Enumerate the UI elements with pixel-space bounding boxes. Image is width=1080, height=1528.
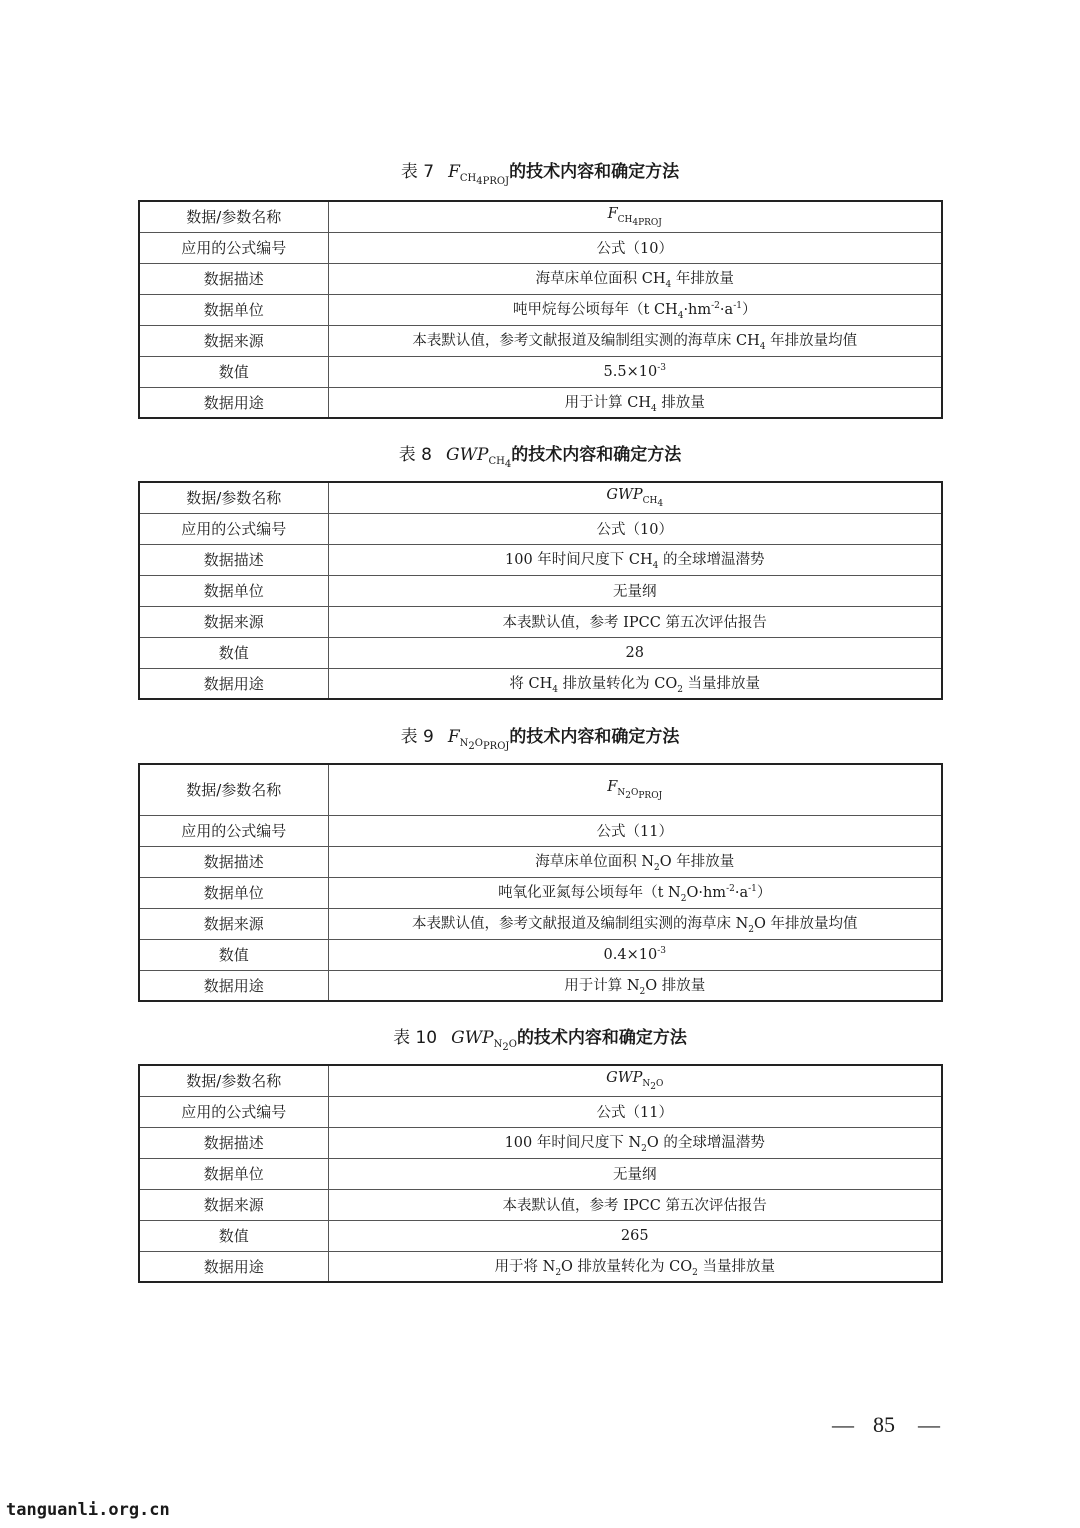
unit-label: 数据单位 xyxy=(139,877,328,908)
usage-label: 数据用途 xyxy=(139,668,328,699)
table-10-symbol: $GWP_{N_2O}$ xyxy=(451,1028,517,1054)
table-10-caption xyxy=(0,1023,1080,1053)
table-row xyxy=(139,908,942,939)
description-label: 数据描述 xyxy=(139,544,328,575)
table-row xyxy=(139,1127,942,1158)
param-name-value: $F_{CH_{4PROJ}}$ xyxy=(328,201,942,232)
table-7 xyxy=(138,200,943,419)
param-name-label: 数据/参数名称 xyxy=(139,764,328,815)
table-row xyxy=(139,1220,942,1251)
source-value: 本表默认值，参考 IPCC 第五次评估报告 xyxy=(328,1189,942,1220)
table-row xyxy=(139,513,942,544)
table-7-number: 表 7 xyxy=(400,162,435,182)
table-row xyxy=(139,764,942,815)
source-value: 本表默认值，参考文献报道及编制组实测的海草床 $N_2O$ 年排放量均值 xyxy=(328,908,942,939)
unit-value: 吨甲烷每公顷每年（t $CH_4\cdot hm^{-2}\cdot a^{-1}$） xyxy=(328,294,942,325)
table-row xyxy=(139,1189,942,1220)
source-label: 数据来源 xyxy=(139,325,328,356)
table-8-title: 的技术内容和确定方法 xyxy=(511,445,682,465)
table-row xyxy=(139,294,942,325)
table-9-title: 的技术内容和确定方法 xyxy=(509,727,680,747)
table-row xyxy=(139,939,942,970)
table-9 xyxy=(138,763,943,1002)
formula-value: 公式（11） xyxy=(328,815,942,846)
footer-dash-right: — xyxy=(918,1412,940,1437)
unit-label: 数据单位 xyxy=(139,1158,328,1189)
value-value: 28 xyxy=(328,637,942,668)
table-row xyxy=(139,668,942,699)
table-9-symbol: $F_{N_2O_{PROJ}}$ xyxy=(447,727,510,753)
formula-label: 应用的公式编号 xyxy=(139,1096,328,1127)
source-label: 数据来源 xyxy=(139,1189,328,1220)
param-name-label: 数据/参数名称 xyxy=(139,1065,328,1096)
watermark: tanguanli.org.cn xyxy=(6,1500,170,1520)
param-name-label: 数据/参数名称 xyxy=(139,482,328,513)
table-row xyxy=(139,846,942,877)
table-7-title: 的技术内容和确定方法 xyxy=(509,162,680,182)
source-value: 本表默认值，参考文献报道及编制组实测的海草床 $CH_4$ 年排放量均值 xyxy=(328,325,942,356)
unit-value: 无量纲 xyxy=(328,575,942,606)
table-8-caption xyxy=(0,440,1080,470)
usage-label: 数据用途 xyxy=(139,970,328,1001)
description-value: 100 年时间尺度下 $N_2O$ 的全球增温潜势 xyxy=(328,1127,942,1158)
source-label: 数据来源 xyxy=(139,908,328,939)
value-label: 数值 xyxy=(139,1220,328,1251)
description-value: 海草床单位面积 $CH_4$ 年排放量 xyxy=(328,263,942,294)
table-row xyxy=(139,325,942,356)
table-9-number: 表 9 xyxy=(400,727,434,747)
unit-value: 无量纲 xyxy=(328,1158,942,1189)
table-10 xyxy=(138,1064,943,1283)
value-label: 数值 xyxy=(139,939,328,970)
table-row xyxy=(139,970,942,1001)
formula-value: 公式（10） xyxy=(328,513,942,544)
table-row xyxy=(139,263,942,294)
formula-label: 应用的公式编号 xyxy=(139,232,328,263)
param-name-value: $F_{N_2O_{PROJ}}$ xyxy=(328,764,942,815)
unit-label: 数据单位 xyxy=(139,294,328,325)
param-name-value: $GWP_{N_2O}$ xyxy=(328,1065,942,1096)
table-row xyxy=(139,815,942,846)
unit-label: 数据单位 xyxy=(139,575,328,606)
usage-value: 用于计算 $N_2O$ 排放量 xyxy=(328,970,942,1001)
value-value: $5.5\times 10^{-3}$ xyxy=(328,356,942,387)
table-row xyxy=(139,1158,942,1189)
table-row xyxy=(139,482,942,513)
usage-value: 用于计算 $CH_4$ 排放量 xyxy=(328,387,942,418)
usage-label: 数据用途 xyxy=(139,387,328,418)
usage-value: 将 $CH_4$ 排放量转化为 $CO_2$ 当量排放量 xyxy=(328,668,942,699)
table-row xyxy=(139,1251,942,1282)
table-row xyxy=(139,387,942,418)
source-value: 本表默认值，参考 IPCC 第五次评估报告 xyxy=(328,606,942,637)
description-label: 数据描述 xyxy=(139,1127,328,1158)
table-row xyxy=(139,232,942,263)
table-row xyxy=(139,575,942,606)
table-7-caption xyxy=(0,157,1080,187)
usage-value: 用于将 $N_2O$ 排放量转化为 $CO_2$ 当量排放量 xyxy=(328,1251,942,1282)
table-row xyxy=(139,606,942,637)
table-10-number: 表 10 xyxy=(393,1028,438,1048)
table-8-number: 表 8 xyxy=(398,445,432,465)
table-row xyxy=(139,1096,942,1127)
footer-dash-left: — xyxy=(832,1412,854,1437)
table-row xyxy=(139,356,942,387)
description-label: 数据描述 xyxy=(139,263,328,294)
table-7-symbol: $F_{CH_{4PROJ}}$ xyxy=(448,162,510,188)
table-8-symbol: $GWP_{CH_4}$ xyxy=(445,445,512,471)
table-9-caption xyxy=(0,722,1080,752)
value-label: 数值 xyxy=(139,356,328,387)
source-label: 数据来源 xyxy=(139,606,328,637)
description-value: 海草床单位面积 $N_2O$ 年排放量 xyxy=(328,846,942,877)
table-row xyxy=(139,1065,942,1096)
value-value: 265 xyxy=(328,1220,942,1251)
value-value: $0.4\times 10^{-3}$ xyxy=(328,939,942,970)
table-8 xyxy=(138,481,943,700)
page-number: 85 xyxy=(873,1412,895,1437)
param-name-value: $GWP_{CH_4}$ xyxy=(328,482,942,513)
formula-value: 公式（10） xyxy=(328,232,942,263)
unit-value: 吨氧化亚氮每公顷每年（t $N_2O\cdot hm^{-2}\cdot a^{-1}$） xyxy=(328,877,942,908)
description-value: 100 年时间尺度下 $CH_4$ 的全球增温潜势 xyxy=(328,544,942,575)
table-row xyxy=(139,201,942,232)
param-name-label: 数据/参数名称 xyxy=(139,201,328,232)
formula-label: 应用的公式编号 xyxy=(139,513,328,544)
usage-label: 数据用途 xyxy=(139,1251,328,1282)
table-row xyxy=(139,544,942,575)
formula-label: 应用的公式编号 xyxy=(139,815,328,846)
formula-value: 公式（11） xyxy=(328,1096,942,1127)
table-row xyxy=(139,877,942,908)
description-label: 数据描述 xyxy=(139,846,328,877)
table-row xyxy=(139,637,942,668)
value-label: 数值 xyxy=(139,637,328,668)
table-10-title: 的技术内容和确定方法 xyxy=(516,1028,687,1048)
